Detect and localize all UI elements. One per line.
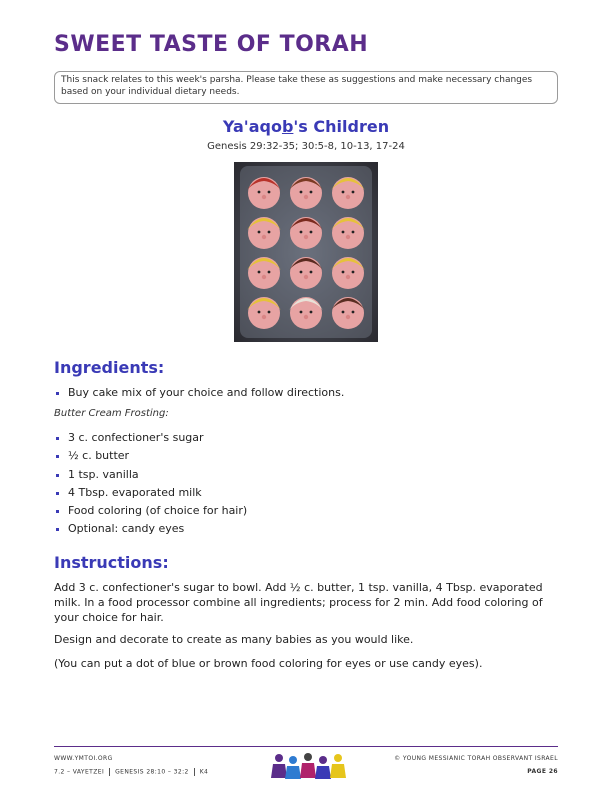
children-logo-icon xyxy=(270,752,346,780)
instruction-paragraph: Add 3 c. confectioner's sugar to bowl. Add ½ c. butter, 1 tsp. vanilla, 4 Tbsp. evaporated milk. In a food processor combine all ingredients; process for 2 min. Add food coloring of your choice for hair. xyxy=(54,581,543,624)
frosting-subheading: Butter Cream Frosting: xyxy=(54,408,169,419)
parsha-note: This snack relates to this week's parsha. Please take these as suggestions and make necessary changes based on your individual dietary needs. xyxy=(54,71,558,104)
ingredients-heading: Ingredients: xyxy=(54,358,165,377)
footer-parsha-info xyxy=(54,768,208,776)
footer-separator xyxy=(109,768,110,776)
page-title: SWEET TASTE OF TORAH xyxy=(54,32,369,57)
frosting-ingredient-list xyxy=(54,429,247,539)
instruction-paragraph: Design and decorate to create as many babies as you would like. xyxy=(54,633,414,646)
footer-torah-portion: GENESIS 28:10 – 32:2 xyxy=(115,768,189,776)
list-item: 3 c. confectioner's sugar xyxy=(54,429,247,447)
list-item: Buy cake mix of your choice and follow directions. xyxy=(54,384,344,402)
cake-list xyxy=(54,384,344,402)
scripture-reference: Genesis 29:32-35; 30:5-8, 10-13, 17-24 xyxy=(207,141,405,152)
recipe-title xyxy=(0,117,612,136)
recipe-title-part-1: Ya'aqo xyxy=(222,117,282,136)
footer-page-number xyxy=(527,768,558,775)
list-item: 4 Tbsp. evaporated milk xyxy=(54,484,247,502)
recipe-title-underlined-letter: b xyxy=(281,117,294,136)
instruction-paragraph: (You can put a dot of blue or brown food coloring for eyes or use candy eyes). xyxy=(54,657,483,670)
list-item: Optional: candy eyes xyxy=(54,520,247,538)
recipe-title-part-2: 's Children xyxy=(293,117,390,136)
footer-divider xyxy=(54,746,558,747)
footer-week: 7.2 – VAYETZEI xyxy=(54,768,105,776)
cupcake-photo xyxy=(234,162,378,342)
list-item: Food coloring (of choice for hair) xyxy=(54,502,247,520)
footer-website[interactable]: WWW.YMTOI.ORG xyxy=(54,755,113,762)
page-label: PAGE 26 xyxy=(527,768,558,775)
ymtoi-logo xyxy=(270,752,346,780)
list-item: ½ c. butter xyxy=(54,447,247,465)
list-item: 1 tsp. vanilla xyxy=(54,466,247,484)
footer-separator xyxy=(194,768,195,776)
cupcake-faces-image xyxy=(234,162,378,342)
footer-age-group: K4 xyxy=(199,768,209,776)
footer-copyright: © YOUNG MESSIANIC TORAH OBSERVANT ISRAEL xyxy=(394,755,558,762)
instructions-heading: Instructions: xyxy=(54,553,169,572)
